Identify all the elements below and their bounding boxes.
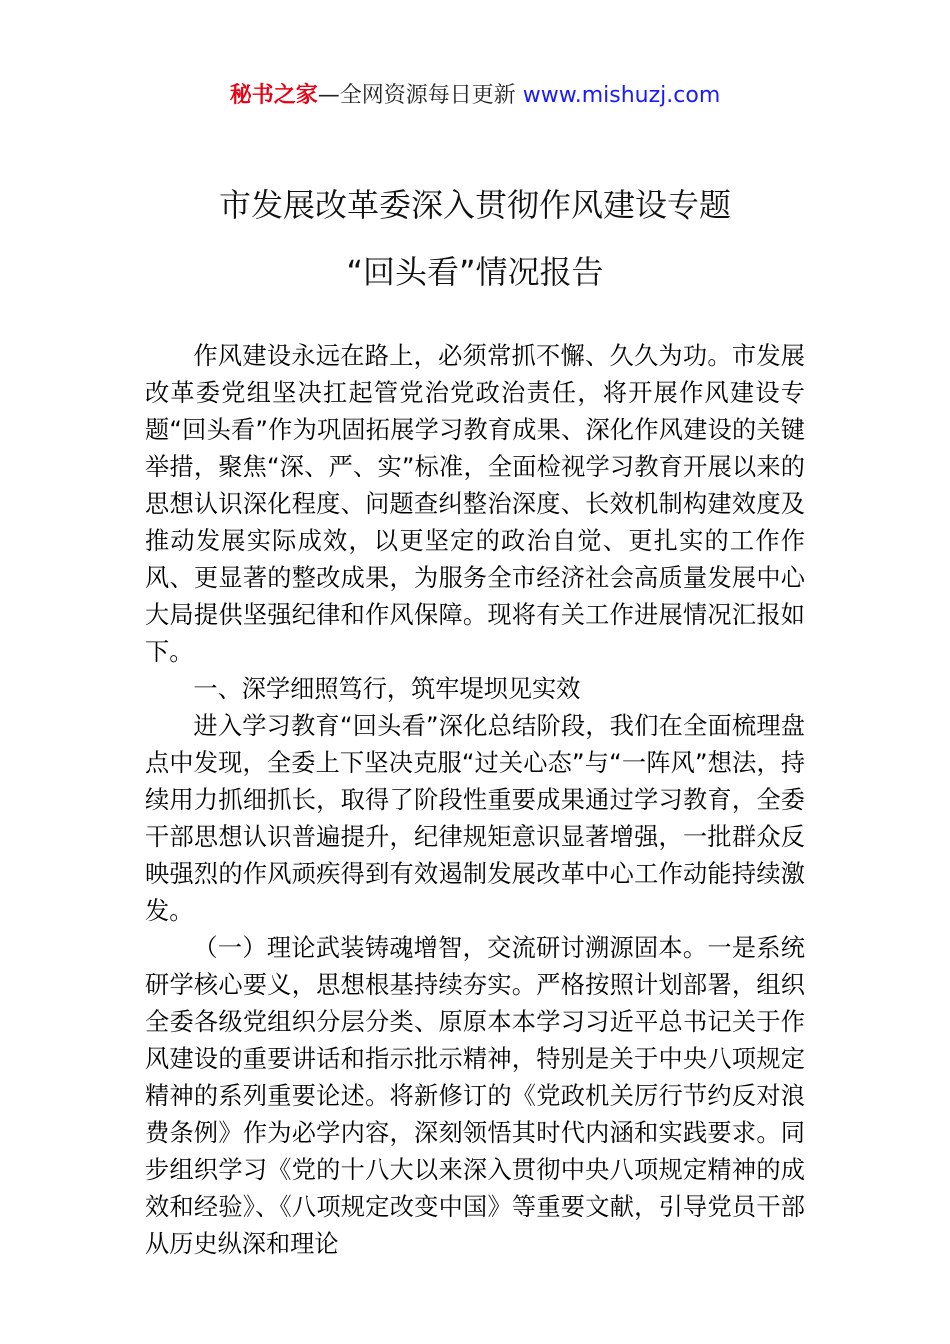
document-body [145,338,805,1263]
site-header [0,80,950,112]
site-tagline: —全网资源每日更新 [317,83,523,108]
document-title-line-1: 市发展改革委深入贯彻作风建设专题 [218,186,731,224]
paragraph-intro: 作风建设永远在路上，必须常抓不懈、久久为功。市发展改革委党组坚决扛起管党治党政治责任，将开展作风建设专题“回头看”作为巩固拓展学习教育成果、深化作风建设的关键举措，聚焦“深、严、实”标准，全面检视学习教育开展以来的思想认识深化程度、问题查纠整治深度、长效机制构建效度及推动发展实际成效，以更坚定的政治自觉、更扎实的工作作风、更显著的整改成果，为服务全市经济社会高质量发展中心大局提供坚强纪律和作风保障。现将有关工作进展情况汇报如下。 [145,342,805,666]
section-heading-1: 一、深学细照笃行，筑牢堤坝见实效 [193,675,581,703]
site-url-link[interactable]: www.mishuzj.com [522,83,721,108]
paragraph-section-1: 进入学习教育“回头看”深化总结阶段，我们在全面梳理盘点中发现，全委上下坚决克服“过关心态”与“一阵风”想法，持续用力抓细抓长，取得了阶段性重要成果通过学习教育，全委干部思想认识普遍提升，纪律规矩意识显著增强，一批群众反映强烈的作风顽疾得到有效遏制发展改革中心工作动能持续激发。 [145,712,805,925]
site-brand: 秘书之家 [229,83,318,108]
paragraph-subsection-1: （一）理论武装铸魂增智，交流研讨溯源固本。一是系统研学核心要义，思想根基持续夯实。严格按照计划部署，组织全委各级党组织分层分类、原原本本学习习近平总书记关于作风建设的重要讲话和指示批示精神，特别是关于中央八项规定精神的系列重要论述。将新修订的《党政机关厉行节约反对浪费条例》作为必学内容，深刻领悟其时代内涵和实践要求。同步组织学习《党的十八大以来深入贯彻中央八项规定精神的成效和经验》、《八项规定改变中国》等重要文献，引导党员干部从历史纵深和理论 [145,934,805,1258]
document-title-line-2: “回头看”情况报告 [346,253,604,291]
